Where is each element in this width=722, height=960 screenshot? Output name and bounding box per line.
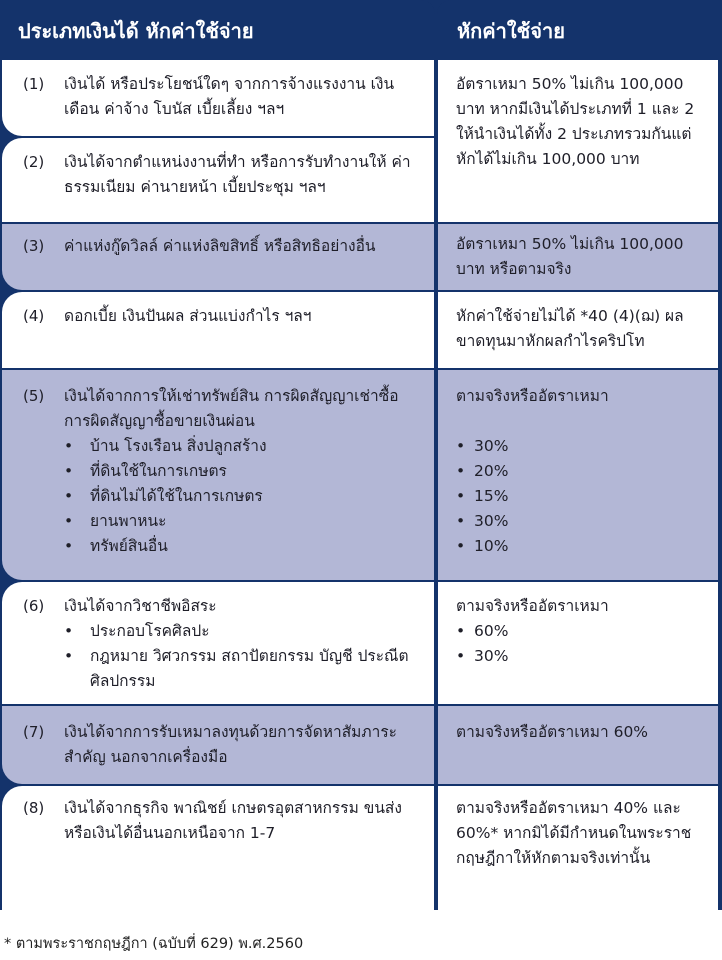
row-8-left bbox=[2, 786, 434, 910]
row-5-item-1: • บ้าน โรงเรือน สิ่งปลูกสร้าง bbox=[64, 434, 429, 459]
row-3-number: (3) bbox=[23, 237, 45, 255]
row-6-number: (6) bbox=[23, 597, 45, 615]
row-6-item-1: • ประกอบโรคศิลปะ bbox=[64, 619, 429, 644]
row-5-number: (5) bbox=[23, 387, 45, 405]
row-5-item-5: • ทรัพย์สินอื่น bbox=[64, 534, 429, 559]
row-7-left bbox=[2, 706, 434, 784]
row-5-deduction-content bbox=[456, 384, 711, 559]
row-3-right bbox=[438, 224, 718, 290]
row-3-left bbox=[2, 224, 434, 290]
row-1-number: (1) bbox=[23, 75, 45, 93]
row-6-left bbox=[2, 582, 434, 704]
row-6-item-2: • กฎหมาย วิศวกรรม สถาปัตยกรรม บัญชี ประณีตศิลปกรรม bbox=[64, 644, 429, 694]
row-7-description: เงินได้จากการรับเหมาลงทุนด้วยการจัดหาสัมภาระสำคัญ นอกจากเครื่องมือ bbox=[64, 723, 397, 766]
row-2-left bbox=[2, 138, 434, 222]
row-6-description: เงินได้จากวิชาชีพอิสระ bbox=[64, 597, 217, 615]
row-6-deduction: ตามจริงหรืออัตราเหมา bbox=[456, 597, 609, 615]
footnote: * ตามพระราชกฤษฎีกา (ฉบับที่ 629) พ.ศ.2560 bbox=[4, 936, 304, 952]
row-1-left bbox=[2, 60, 434, 136]
row-6-rate-2: • 30% bbox=[456, 644, 711, 669]
header-deduction-title: หักค่าใช้จ่าย bbox=[457, 19, 565, 43]
row-1-description: เงินได้ หรือประโยชน์ใดๆ จากการจ้างแรงงาน เงินเดือน ค่าจ้าง โบนัส เบี้ยเลี้ยง ฯลฯ bbox=[64, 75, 395, 118]
row-7-right bbox=[438, 706, 718, 784]
row-5-deduction: ตามจริงหรืออัตราเหมา bbox=[456, 387, 609, 405]
row-1-2-deduction-text: อัตราเหมา 50% ไม่เกิน 100,000 บาท หากมีเงินได้ประเภทที่ 1 และ 2 ให้นำเงินได้ทั้ง 2 ประเภทรวมกันแต่หักได้ไม่เกิน 100,000 บาท bbox=[456, 75, 695, 168]
row-8-right bbox=[438, 786, 718, 910]
row-3-description: ค่าแห่งกู๊ดวิลล์ ค่าแห่งลิขสิทธิ์ หรือสิทธิอย่างอื่น bbox=[64, 237, 376, 255]
row-8-description: เงินได้จากธุรกิจ พาณิชย์ เกษตรอุตสาหกรรม ขนส่ง หรือเงินได้อื่นนอกเหนือจาก 1-7 bbox=[64, 799, 402, 842]
row-2-description: เงินได้จากตำแหน่งงานที่ทำ หรือการรับทำงานให้ ค่าธรรมเนียม ค่านายหน้า เบี้ยประชุม ฯลฯ bbox=[64, 153, 411, 196]
row-5-item-4: • ยานพาหนะ bbox=[64, 509, 429, 534]
row-5-item-3: • ที่ดินไม่ได้ใช้ในการเกษตร bbox=[64, 484, 429, 509]
header-left bbox=[0, 0, 435, 58]
row-5-left bbox=[2, 370, 434, 580]
row-7-deduction: ตามจริงหรืออัตราเหมา 60% bbox=[456, 723, 649, 741]
row-5-rate-3: • 15% bbox=[456, 484, 711, 509]
row-4-deduction: หักค่าใช้จ่ายไม่ได้ *40 (4)(ฌ) ผลขาดทุนมาหักผลกำไรคริปโท bbox=[456, 307, 684, 350]
row-6-rate-1: • 60% bbox=[456, 619, 711, 644]
row-4-left bbox=[2, 292, 434, 368]
row-6-right bbox=[438, 582, 718, 704]
row-6-deduction-content bbox=[456, 594, 711, 669]
row-5-right bbox=[438, 370, 718, 580]
row-5-item-2: • ที่ดินใช้ในการเกษตร bbox=[64, 459, 429, 484]
row-2-number: (2) bbox=[23, 153, 45, 171]
row-7-number: (7) bbox=[23, 723, 45, 741]
row-1-2-deduction bbox=[438, 60, 718, 222]
row-5-content bbox=[64, 384, 429, 559]
row-5-rate-5: • 10% bbox=[456, 534, 711, 559]
row-8-number: (8) bbox=[23, 799, 45, 817]
row-5-rate-2: • 20% bbox=[456, 459, 711, 484]
header-right bbox=[437, 0, 722, 58]
row-5-rate-4: • 30% bbox=[456, 509, 711, 534]
header-income-type-title: ประเภทเงินได้ หักค่าใช้จ่าย bbox=[18, 19, 254, 43]
row-5-rate-1: • 30% bbox=[456, 434, 711, 459]
row-4-description: ดอกเบี้ย เงินปันผล ส่วนแบ่งกำไร ฯลฯ bbox=[64, 307, 312, 325]
row-5-description: เงินได้จากการให้เช่าทรัพย์สิน การผิดสัญญาเช่าซื้อ การผิดสัญญาซื้อขายเงินผ่อน bbox=[64, 387, 399, 430]
row-4-right bbox=[438, 292, 718, 368]
row-4-number: (4) bbox=[23, 307, 45, 325]
row-3-deduction: อัตราเหมา 50% ไม่เกิน 100,000 บาท หรือตามจริง bbox=[456, 235, 684, 278]
row-8-deduction: ตามจริงหรืออัตราเหมา 40% และ 60%* หากมิได้มีกำหนดในพระราชกฤษฎีกาให้หักตามจริงเท่านั้น bbox=[456, 799, 692, 867]
row-6-content bbox=[64, 594, 429, 694]
